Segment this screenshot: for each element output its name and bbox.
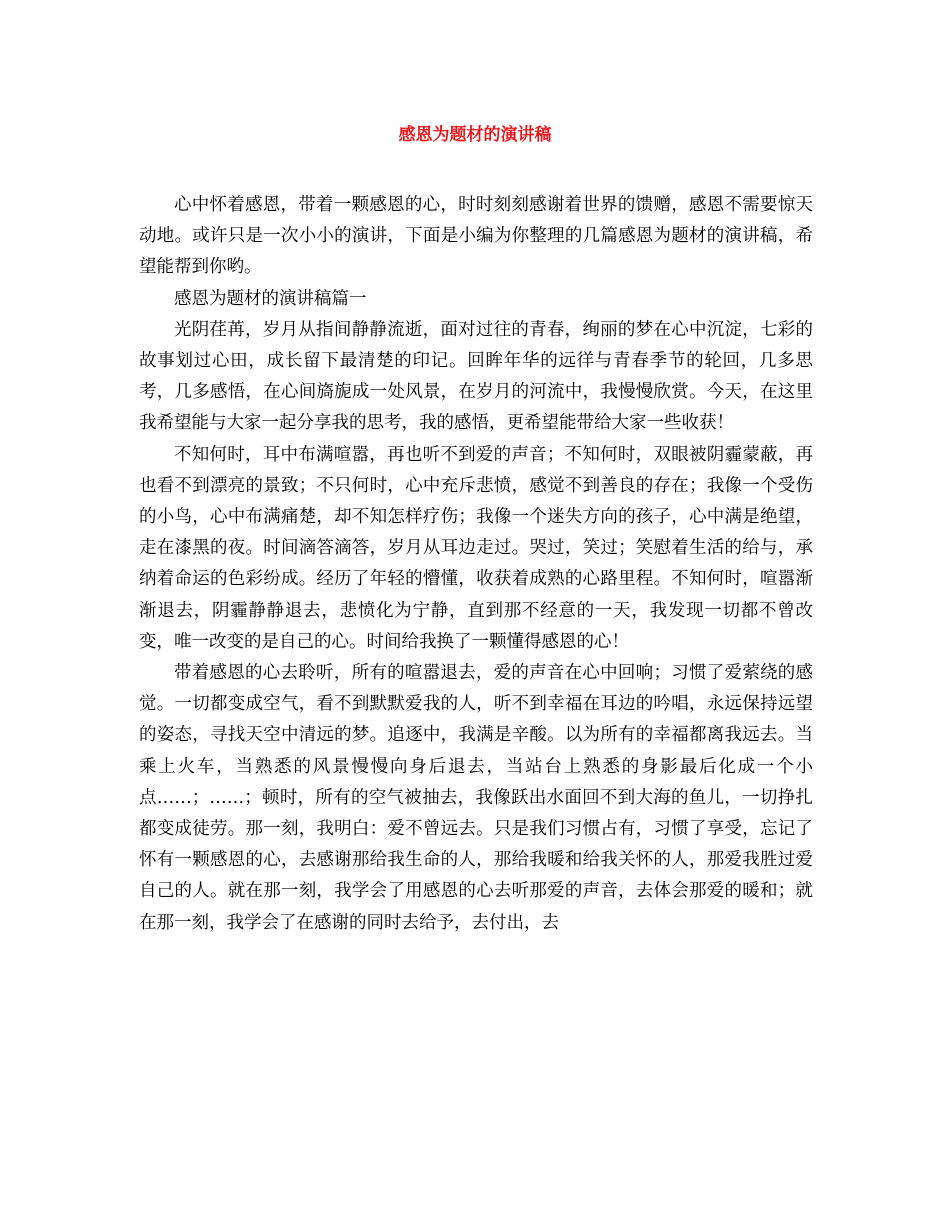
paragraph: 光阴荏苒，岁月从指间静静流逝，面对过往的青春，绚丽的梦在心中沉淀，七彩的故事划过心田，成长留下最清楚的印记。回眸年华的远徉与青春季节的轮回，几多思考，几多感悟，在心间旖旎成一处风景，在岁月的河流中，我慢慢欣赏。今天，在这里我希望能与大家一起分享我的思考，我的感悟，更希望能带给大家一些收获！ — [139, 319, 813, 434]
section-heading: 感恩为题材的演讲稿篇一 — [174, 288, 367, 309]
paragraph-intro: 心中怀着感恩，带着一颗感恩的心，时时刻刻感谢着世界的馈赠，感恩不需要惊天动地。或许只是一次小小的演讲，下面是小编为你整理的几篇感恩为题材的演讲稿，希望能帮到你哟。 — [139, 195, 813, 278]
paragraph: 带着感恩的心去聆听，所有的喧嚣退去，爱的声音在心中回响；习惯了爱萦绕的感觉。一切都变成空气，看不到默默爱我的人，听不到幸福在耳边的吟唱，永远保持远望的姿态，寻找天空中清远的梦。追逐中，我满是辛酸。以为所有的幸福都离我远去。当乘上火车，当熟悉的风景慢慢向身后退去，当站台上熟悉的身影最后化成一个小点……；……；顿时，所有的空气被抽去，我像跃出水面回不到大海的鱼儿，一切挣扎都变成徒劳。那一刻，我明白：爱不曾远去。只是我们习惯占有，习惯了享受，忘记了怀有一颗感恩的心，去感谢那给我生命的人，那给我暖和给我关怀的人，那爱我胜过爱自己的人。就在那一刻，我学会了用感恩的心去听那爱的声音，去体会那爱的暖和；就在那一刻，我学会了在感谢的同时去给予，去付出，去 — [139, 663, 813, 933]
document-title: 感恩为题材的演讲稿 — [398, 125, 552, 145]
paragraph: 不知何时，耳中布满喧嚣，再也听不到爱的声音；不知何时，双眼被阴霾蒙蔽，再也看不到漂亮的景致；不只何时，心中充斥悲愤，感觉不到善良的存在；我像一个受伤的小鸟，心中布满痛楚，却不知怎样疗伤；我像一个迷失方向的孩子，心中满是绝望，走在漆黑的夜。时间滴答滴答，岁月从耳边走过。哭过，笑过；笑慰着生活的给与，承纳着命运的色彩纷成。经历了年轻的懵懂，收获着成熟的心路里程。不知何时，喧嚣渐渐退去，阴霾静静退去，悲愤化为宁静，直到那不经意的一天，我发现一切都不曾改变，唯一改变的是自己的心。时间给我换了一颗懂得感恩的心！ — [139, 444, 813, 652]
document-body — [139, 190, 813, 939]
